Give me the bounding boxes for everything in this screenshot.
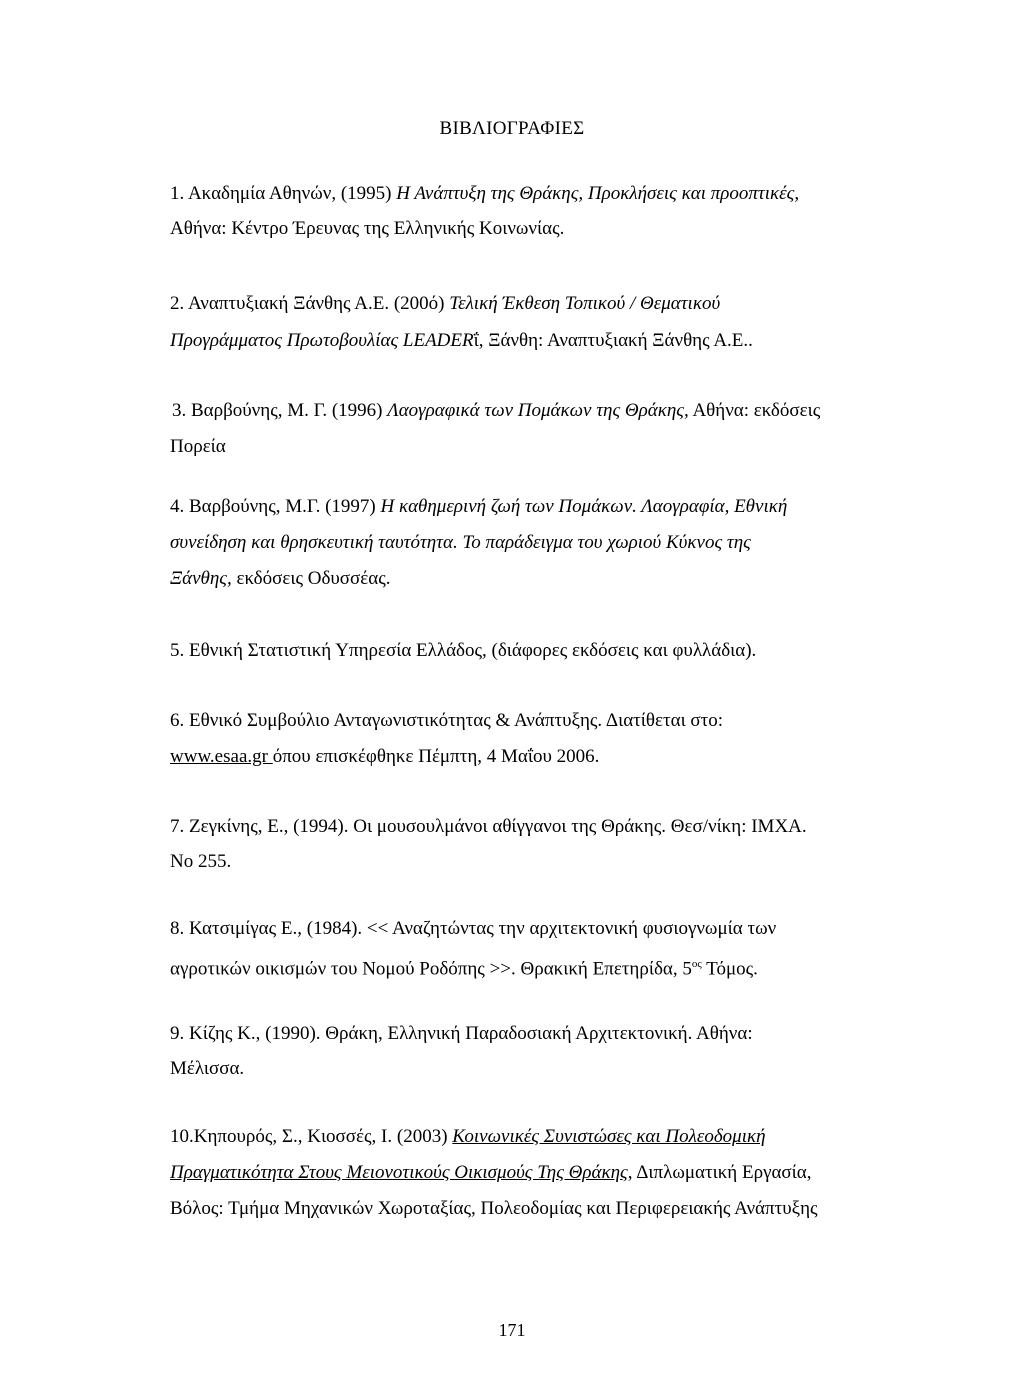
reference-text: όπου επισκέφθηκε Πέμπτη, 4 Μαΐου 2006.: [272, 746, 600, 767]
reference-text: Αθήνα: εκδόσεις: [688, 400, 821, 421]
reference-5-line: [170, 640, 756, 662]
reference-3-line: [170, 436, 226, 458]
reference-text: ΐ, Ξάνθη: Αναπτυξιακή Ξάνθης Α.Ε..: [473, 330, 753, 351]
reference-text: αγροτικών οικισμών του Νομού Ροδόπης >>. Θρακική Επετηρίδα, 5: [170, 958, 692, 980]
reference-10-line: [170, 1198, 818, 1220]
reference-2-line: [170, 330, 753, 352]
reference-text: Αθήνα: Κέντρο Έρευνας της Ελληνικής Κοινωνίας.: [170, 218, 565, 239]
reference-title: Λαογραφικά των Πομάκων της Θράκης,: [387, 400, 689, 421]
reference-6-line: [170, 746, 599, 768]
reference-text: 6. Εθνικό Συμβούλιο Ανταγωνιστικότητας & Ανάπτυξης. Διατίθεται στο:: [170, 710, 724, 731]
reference-10-line: [170, 1126, 766, 1148]
reference-7-line: [170, 816, 807, 838]
reference-3-line: [172, 400, 820, 422]
reference-text: 3. Βαρβούνης, Μ. Γ. (1996): [172, 400, 388, 421]
superscript-text: ος: [691, 958, 702, 970]
reference-text: 9. Κίζης Κ., (1990). Θράκη, Ελληνική Παραδοσιακή Αρχιτεκτονική. Αθήνα:: [170, 1023, 753, 1044]
reference-text: εκδόσεις Οδυσσέας.: [231, 568, 391, 589]
reference-title: Η Ανάπτυξη της Θράκης, Προκλήσεις και προοπτικές,: [396, 183, 800, 204]
reference-8-line: [170, 918, 776, 940]
reference-text: 8. Κατσιμίγας Ε., (1984). << Αναζητώντας την αρχιτεκτονική φυσιογνωμία των: [170, 918, 777, 939]
page-title: ΒΙΒΛΙΟΓΡΑΦΙΕΣ: [439, 118, 585, 139]
reference-text: 5. Εθνική Στατιστική Υπηρεσία Ελλάδος, (διάφορες εκδόσεις και φυλλάδια).: [170, 640, 757, 661]
reference-text: 1. Ακαδημία Αθηνών, (1995): [170, 183, 397, 204]
reference-text: 2. Αναπτυξιακή Ξάνθης Α.Ε. (200ό): [170, 293, 450, 314]
reference-1-line: [170, 218, 564, 240]
reference-9-line: [170, 1023, 753, 1045]
reference-6-line: [170, 710, 723, 732]
reference-text: 10.Κηπουρός, Σ., Κιοσσές, Ι. (2003): [170, 1126, 453, 1147]
reference-text: , Διπλωματική Εργασία,: [627, 1162, 812, 1183]
reference-10-line: [170, 1162, 812, 1184]
reference-4-line: [170, 568, 391, 590]
reference-text: 7. Ζεγκίνης, Ε., (1994). Οι μουσουλμάνοι αθίγγανοι της Θράκης. Θεσ/νίκη: ΙΜΧΑ.: [170, 816, 807, 837]
reference-title: Κοινωνικές Συνιστώσες και Πολεοδομική: [452, 1126, 766, 1147]
reference-title: Η καθημερινή ζωή των Πομάκων. Λαογραφία, Εθνική: [380, 496, 788, 517]
reference-text: Πορεία: [170, 436, 226, 457]
reference-4-line: [170, 532, 751, 554]
page-number: 171: [498, 1320, 526, 1340]
reference-2-line: [170, 293, 720, 315]
reference-8-line: [170, 953, 758, 980]
reference-7-line: [170, 851, 231, 873]
website-link[interactable]: www.esaa.gr: [170, 746, 273, 767]
reference-1-line: [170, 183, 799, 205]
reference-text: Βόλος: Τμήμα Μηχανικών Χωροταξίας, Πολεοδομίας και Περιφερειακής Ανάπτυξης: [170, 1198, 818, 1219]
reference-text: Τόμος.: [701, 958, 758, 980]
reference-title: Πραγματικότητα Στους Μειονοτικούς Οικισμούς Της Θράκης: [170, 1162, 628, 1183]
reference-text: 4. Βαρβούνης, Μ.Γ. (1997): [170, 496, 381, 517]
reference-title: Ξάνθης,: [170, 568, 232, 589]
reference-text: Νο 255.: [170, 851, 232, 872]
reference-title: Προγράμματος Πρωτοβουλίας LEADER: [170, 330, 474, 351]
reference-title: Τελική Έκθεση Τοπικού / Θεματικού: [449, 293, 721, 314]
reference-title: συνείδηση και θρησκευτική ταυτότητα. Το παράδειγμα του χωριού Κύκνος της: [170, 532, 751, 553]
reference-text: Μέλισσα.: [170, 1058, 245, 1079]
reference-9-line: [170, 1058, 244, 1080]
reference-4-line: [170, 496, 787, 518]
